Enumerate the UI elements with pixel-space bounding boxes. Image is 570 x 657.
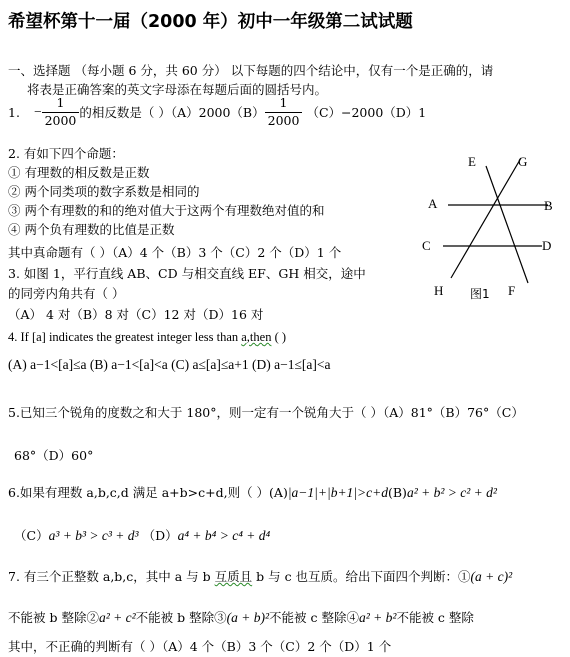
section-header-cont: 将表是正确答案的英文字母添在每题后面的圆括号内。	[27, 82, 328, 97]
line-gh	[451, 158, 521, 278]
question-6	[8, 483, 497, 501]
q7-judgement-3-tail: 不能被 c 整除④	[269, 610, 359, 625]
question-7	[8, 567, 512, 585]
q7-expr-2: a² + c²	[98, 610, 136, 625]
figure-label-d: D	[542, 238, 552, 253]
section-header: 一、选择题 （每小题 6 分，共 60 分） 以下每题的四个结论中，仅有一个是正确的，请	[8, 63, 494, 78]
q6-option-a: |a−1|+|b+1|>c+d	[287, 485, 388, 500]
q1-fraction	[42, 97, 80, 127]
q2-item-1: ① 有理数的相反数是正数	[8, 165, 150, 180]
q2-item-4: ④ 两个负有理数的比值是正数	[8, 222, 175, 237]
q7-expr-3: (a + b)²	[226, 610, 270, 625]
question-1	[8, 97, 426, 127]
q6-option-d: a⁴ + b⁴ > c⁴ + d⁴	[177, 528, 271, 543]
q1-minus: −	[33, 104, 42, 119]
q1-tail: （C）−2000（D）1	[306, 105, 427, 120]
q1-option-b-fraction	[265, 97, 303, 127]
q5-line-2: 68°（D）60°	[14, 448, 94, 463]
figure-label-g: G	[518, 154, 528, 169]
q2-item-3: ③ 两个有理数的和的绝对值大于这两个有理数绝对值的和	[8, 203, 325, 218]
q1-number: 1.	[8, 104, 20, 120]
figure-label-c: C	[422, 238, 431, 253]
question-7-judgements	[8, 608, 474, 626]
q7-judgement-2-tail: 不能被 b 整除③	[135, 610, 227, 625]
figure-label-b: B	[544, 198, 553, 213]
q5-line-1: 5.已知三个锐角的度数之和大于 180°，则一定有一个锐角大于（ ）（A）81°（B）76°（C）	[8, 405, 524, 420]
q7-judgement-1-tail: 不能被 b 整除②	[8, 610, 99, 625]
q2-item-2: ② 两个同类项的数字系数是相同的	[8, 184, 200, 199]
q6-option-b-label: (B)	[387, 485, 407, 500]
q7-options: 其中，不正确的判断有（ ）（A）4 个（B）3 个（C）2 个（D）1 个	[8, 639, 392, 654]
q1-frac2-denominator: 2000	[265, 112, 303, 128]
q3-options: （A） 4 对（B）8 对（C）12 对（D）16 对	[8, 307, 264, 322]
q2-stem: 2. 有如下四个命题：	[8, 146, 124, 161]
q4-stem-pre: 4. If [a] indicates the greatest integer less than	[8, 330, 242, 344]
figure-label-a: A	[428, 196, 438, 211]
figure-1	[418, 150, 570, 300]
q4-stem-wavy: a,then	[241, 330, 272, 344]
q1-frac-denominator: 2000	[42, 112, 80, 128]
q6-option-c: a³ + b³ > c³ + d³	[48, 528, 139, 543]
question-6-cont	[14, 526, 270, 544]
q1-frac2-numerator: 1	[279, 95, 288, 110]
q7-line-1-post: b 与 c 也互质。给出下面四个判断：①	[252, 569, 471, 584]
figure-label-e: E	[468, 154, 476, 169]
q7-expr-4: a² + b²	[358, 610, 397, 625]
figure-label-h: H	[434, 283, 444, 298]
line-ef	[486, 166, 528, 283]
q1-text: 的相反数是（ ）（A）2000（B）	[79, 105, 265, 120]
q4-stem	[8, 330, 286, 345]
q6-option-d-label: （D）	[142, 528, 178, 543]
q7-expr-1: (a + c)²	[470, 569, 513, 584]
q3-line-2: 的同旁内角共有（ ）	[8, 286, 125, 301]
q6-stem: 6.如果有理数 a,b,c,d 满足 a+b>c+d,则（ ）(A)	[8, 485, 288, 500]
q7-line-1-wavy: 互质且	[214, 569, 253, 584]
figure-caption: 图1	[470, 287, 490, 300]
q7-judgement-4-tail: 不能被 c 整除	[396, 610, 474, 625]
q6-option-c-label: （C）	[14, 528, 49, 543]
q6-option-b: a² + b² > c² + d²	[406, 485, 497, 500]
q2-options: 其中真命题有（ ）（A）4 个（B）3 个（C）2 个（D）1 个	[8, 245, 342, 260]
q3-line-1: 3. 如图 1，平行直线 AB、CD 与相交直线 EF、GH 相交，途中	[8, 266, 366, 281]
q4-options: (A) a−1<[a]≤a (B) a−1<[a]<a (C) a≤[a]≤a+1 (D) a−1≤[a]<a	[8, 357, 331, 372]
q1-frac-numerator: 1	[56, 95, 65, 110]
q4-stem-post: ( )	[271, 330, 287, 344]
figure-label-f: F	[508, 283, 516, 298]
q7-line-1-pre: 7. 有三个正整数 a,b,c，其中 a 与 b	[8, 569, 215, 584]
page-title: 希望杯第十一届（2000 年）初中一年级第二试试题	[8, 12, 413, 32]
